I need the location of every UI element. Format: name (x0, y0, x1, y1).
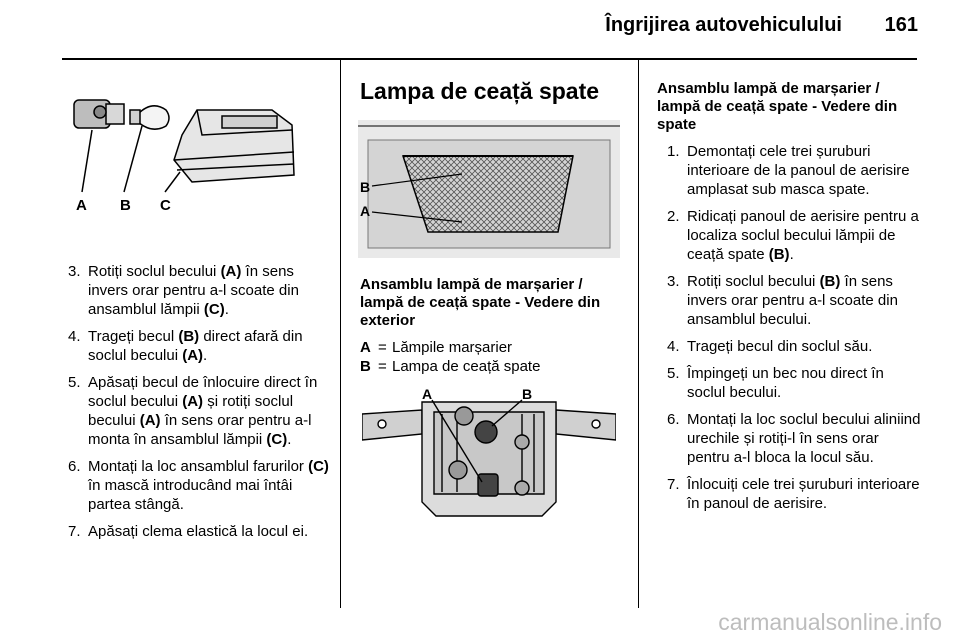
legend-row-b: B = Lampa de ceață spate (360, 358, 541, 375)
step-number: 5. (667, 365, 680, 382)
step-text: Rotiți soclul becului (A) în sens invers orar pentru a-l scoate din ansamblul lămpii (C). (88, 263, 299, 318)
step-number: 7. (667, 476, 680, 493)
rear-view-heading: Ansamblu lampă de marșarier / lampă de ceață spate - Vedere din spate (657, 80, 898, 133)
step-item (68, 522, 330, 541)
page-number: 161 (884, 14, 918, 36)
step-text: Apăsați clema elastică la locul ei. (88, 523, 309, 540)
step-text: Înlocuiți cele trei șuruburi interioare în panoul de aerisire. (687, 476, 920, 512)
step-text: Trageți becul (B) direct afară din soclul becului (A). (88, 328, 303, 364)
rear-fog-lamp-rear-illustration (362, 384, 616, 522)
step-item (68, 327, 330, 365)
fig1-label-a: A (76, 197, 87, 214)
headlamp-assembly-illustration (62, 80, 332, 220)
step-text: Împingeți un bec nou direct în soclul becului. (687, 365, 884, 401)
step-text: Montați la loc soclul becului aliniind urechile și rotiți-l în sens orar pentru a-l bloca la locul său. (687, 411, 921, 466)
step-number: 2. (667, 208, 680, 225)
step-item (667, 364, 922, 402)
step-item (68, 373, 330, 449)
column-divider-left (340, 60, 341, 608)
step-text: Rotiți soclul becului (B) în sens invers orar pentru a-l scoate din ansamblul becului. (687, 273, 898, 328)
step-item (68, 262, 330, 319)
step-item (68, 457, 330, 514)
step-text: Apăsați becul de înlocuire direct în soclul becului (A) și rotiți soclul becului (A) în sens orar pentru a-l monta în ansamblul lămpii (C). (88, 374, 318, 448)
step-number: 4. (667, 338, 680, 355)
fig1-label-b: B (120, 197, 131, 214)
step-number: 5. (68, 374, 81, 391)
exterior-view-heading: Ansamblu lampă de marșarier / lampă de ceață spate - Vedere din exterior (360, 276, 601, 329)
legend-row-a: A = Lămpile marșarier (360, 339, 513, 356)
header-title: Îngrijirea autovehiculului (605, 14, 842, 36)
step-number: 3. (68, 263, 81, 280)
column-divider-right (638, 60, 639, 608)
step-item (667, 272, 922, 329)
step-number: 6. (667, 411, 680, 428)
step-number: 1. (667, 143, 680, 160)
section-title: Lampa de ceață spate (360, 78, 600, 104)
page-header (0, 12, 960, 48)
step-number: 4. (68, 328, 81, 345)
fig1-label-c: C (160, 197, 171, 214)
bulb-replacement-steps (68, 262, 330, 541)
step-text: Ridicați panoul de aerisire pentru a localiza soclul becului lămpii de ceață spate (B). (687, 208, 919, 263)
step-number: 6. (68, 458, 81, 475)
column-middle (360, 276, 622, 376)
step-item (667, 337, 922, 356)
watermark: carmanualsonline.info (718, 609, 942, 635)
rear-fog-lamp-exterior-illustration (358, 120, 620, 258)
step-item (667, 207, 922, 264)
step-item (667, 142, 922, 199)
step-text: Montați la loc ansamblul farurilor (C) în mască introducând mai întâi partea stângă. (88, 458, 329, 513)
fig3-label-a: A (422, 386, 433, 402)
step-text: Trageți becul din soclul său. (687, 338, 873, 355)
fog-lamp-replacement-steps (657, 142, 922, 513)
column-right (657, 80, 922, 521)
fig2-label-a: A (360, 203, 371, 219)
step-text: Demontați cele trei șuruburi interioare de la panoul de aerisire amplasat sub masca spate. (687, 143, 910, 198)
step-item (667, 475, 922, 513)
column-left (68, 262, 330, 549)
fig2-label-b: B (360, 179, 371, 195)
fig3-label-b: B (522, 386, 533, 402)
header-rule (62, 58, 917, 60)
step-number: 7. (68, 523, 81, 540)
step-item (667, 410, 922, 467)
step-number: 3. (667, 273, 680, 290)
legend (360, 338, 622, 376)
